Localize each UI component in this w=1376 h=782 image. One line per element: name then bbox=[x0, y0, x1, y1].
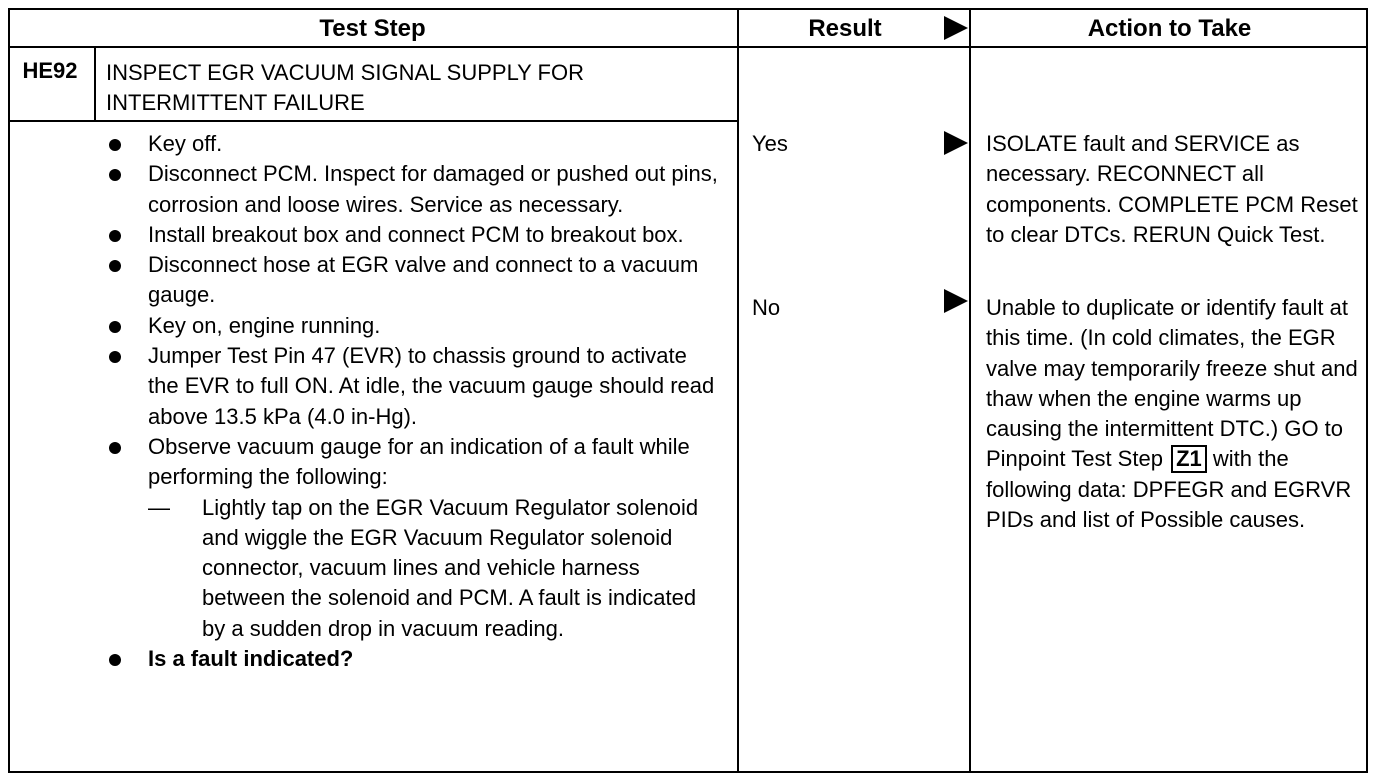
step-id: HE92 bbox=[22, 58, 78, 83]
question-item: Is a fault indicated? bbox=[100, 644, 720, 674]
step-title: INSPECT EGR VACUUM SIGNAL SUPPLY FOR INTERMITTENT FAILURE bbox=[106, 60, 584, 115]
bullet-icon bbox=[109, 654, 121, 666]
instruction-item: Key off. bbox=[100, 129, 720, 159]
header-arrow-icon bbox=[944, 16, 968, 40]
header-test-step: Test Step bbox=[319, 15, 426, 42]
bullet-icon bbox=[109, 351, 121, 363]
instruction-item: Disconnect hose at EGR valve and connect to a vacuum gauge. bbox=[100, 250, 720, 311]
pinpoint-step-ref[interactable]: Z1 bbox=[1171, 445, 1207, 473]
instruction-item: Install breakout box and connect PCM to breakout box. bbox=[100, 220, 720, 250]
instruction-item: Key on, engine running. bbox=[100, 311, 720, 341]
bullet-icon bbox=[109, 321, 121, 333]
result-no: No bbox=[752, 295, 781, 320]
column-divider-result bbox=[737, 8, 739, 773]
dash-marker: — bbox=[148, 494, 170, 520]
result-yes-arrow-icon bbox=[944, 131, 968, 155]
sub-instruction: — Lightly tap on the EGR Vacuum Regulator solenoid and wiggle the EGR Vacuum Regulator solenoid connector, vacuum lines and vehicle harness between the solenoid and PCM. A fault is indicated by a sudden drop in vacuum reading. bbox=[148, 494, 699, 641]
result-yes: Yes bbox=[752, 131, 788, 156]
instruction-item: Jumper Test Pin 47 (EVR) to chassis ground to activate the EVR to full ON. At idle, the vacuum gauge should read above 13.5 kPa (4.0 in-Hg). bbox=[100, 341, 720, 432]
bullet-icon bbox=[109, 230, 121, 242]
header-action: Action to Take bbox=[1087, 15, 1252, 42]
bullet-icon bbox=[109, 169, 121, 181]
header-result: Result bbox=[808, 15, 882, 42]
step-instructions bbox=[100, 129, 720, 674]
action-yes: ISOLATE fault and SERVICE as necessary. RECONNECT all components. COMPLETE PCM Reset to clear DTCs. RERUN Quick Test. bbox=[986, 131, 1358, 247]
column-divider-action bbox=[969, 8, 971, 773]
bullet-icon bbox=[109, 442, 121, 454]
instruction-item: Observe vacuum gauge for an indication of a fault while performing the following: — Lightly tap on the EGR Vacuum Regulator solenoid and wiggle the EGR Vacuum Regulator solenoid connector, vacuum lines and vehicle harness between the solenoid and PCM. A fault is indicated by a sudden drop in vacuum reading. bbox=[100, 432, 720, 644]
result-no-arrow-icon bbox=[944, 289, 968, 313]
step-id-divider bbox=[94, 46, 96, 122]
bullet-icon bbox=[109, 260, 121, 272]
instruction-item: Disconnect PCM. Inspect for damaged or pushed out pins, corrosion and loose wires. Service as necessary. bbox=[100, 159, 720, 220]
action-no: Unable to duplicate or identify fault at this time. (In cold climates, the EGR valve may temporarily freeze shut and thaw when the engine warms up causing the intermittent DTC.) GO to Pinpoint Test Step Z1 with the following data: DPFEGR and EGRVR PIDs and list of Possible causes. bbox=[986, 295, 1358, 533]
bullet-icon bbox=[109, 139, 121, 151]
step-title-divider bbox=[8, 120, 738, 122]
